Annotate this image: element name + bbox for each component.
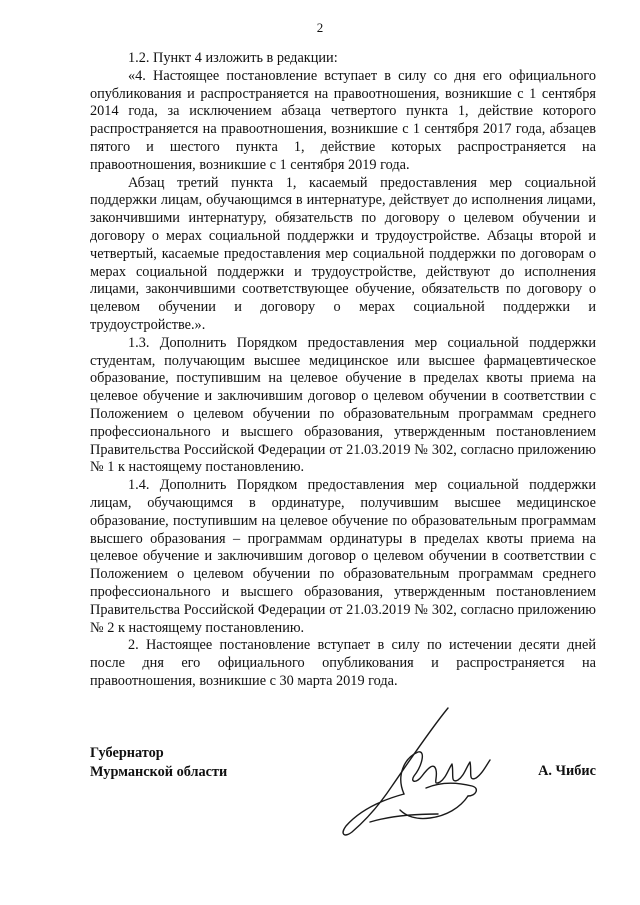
paragraph-2: 2. Настоящее постановление вступает в силу по истечении десяти дней после дня его официального опубликования и распространяется на правоотношения, возникшие с 30 марта 2019 года. — [90, 637, 596, 689]
page-number: 2 — [316, 20, 324, 35]
signer-position-line-1: Губернатор — [90, 745, 164, 761]
paragraph-1-4: 1.4. Дополнить Порядком предоставления мер социальной поддержки лицам, обучающимся в ординатуре, получившим высшее медицинское образование, поступившим на целевое обучение по образовательным программам высшего образования – программам ординатуры в пределах квоты приема на целевое обучение и заключившим договор о целевом обучении в соответствии с Положением о целевом обучении по образовательным программам среднего профессионального и высшего образования, утвержденным постановлением Правительства Российской Федерации от 21.03.2019 № 302, согласно приложению № 2 к настоящему постановлению. — [90, 477, 596, 636]
signer-name: А. Чибис — [538, 763, 596, 779]
signature-block — [90, 744, 596, 864]
signer-position-line-2: Мурманской области — [90, 764, 228, 780]
paragraph-1-3: 1.3. Дополнить Порядком предоставления мер социальной поддержки студентам, получающим высшее медицинское или высшее фармацевтическое образование, поступившим на целевое обучение в пределах квоты приема на целевое обучение и заключившим договор о целевом обучении в соответствии с Положением о целевом обучении по образовательным программам среднего профессионального и высшего образования, утвержденным постановлением Правительства Российской Федерации от 21.03.2019 № 302, согласно приложению № 1 к настоящему постановлению. — [90, 334, 596, 476]
paragraph-1-2: 1.2. Пункт 4 изложить в редакции: — [128, 50, 338, 66]
paragraph-item-4-continuation: Абзац третий пункта 1, касаемый предоставления мер социальной поддержки лицам, обучающимся в интернатуре, действует до исполнения лицами, закончившими интернатуру, обязательств по договору о целевом обучении и договору о мерах социальной поддержки и трудоустройстве. Абзацы второй и четвертый, касаемые предоставления мер социальной поддержки по договорам о мерах социальной поддержки и трудоустройстве, действуют до исполнения лицами, закончившими соответствующее обучение, обязательств по договору о целевом обучении и договору о мерах социальной поддержки и трудоустройстве.». — [90, 174, 596, 333]
signer-position — [90, 744, 227, 782]
document-body — [90, 50, 596, 691]
paragraph-item-4-text: «4. Настоящее постановление вступает в силу со дня его официального опубликования и распространяется на правоотношения, возникшие с 1 сентября 2014 года, за исключением абзаца четвертого пункта 1, действие которого распространяется на правоотношения, возникшие с 1 сентября 2017 года, абзацев пятого и шестого пункта 1, действие которых распространяется на правоотношения, возникшие с 1 сентября 2019 года. — [90, 67, 596, 173]
